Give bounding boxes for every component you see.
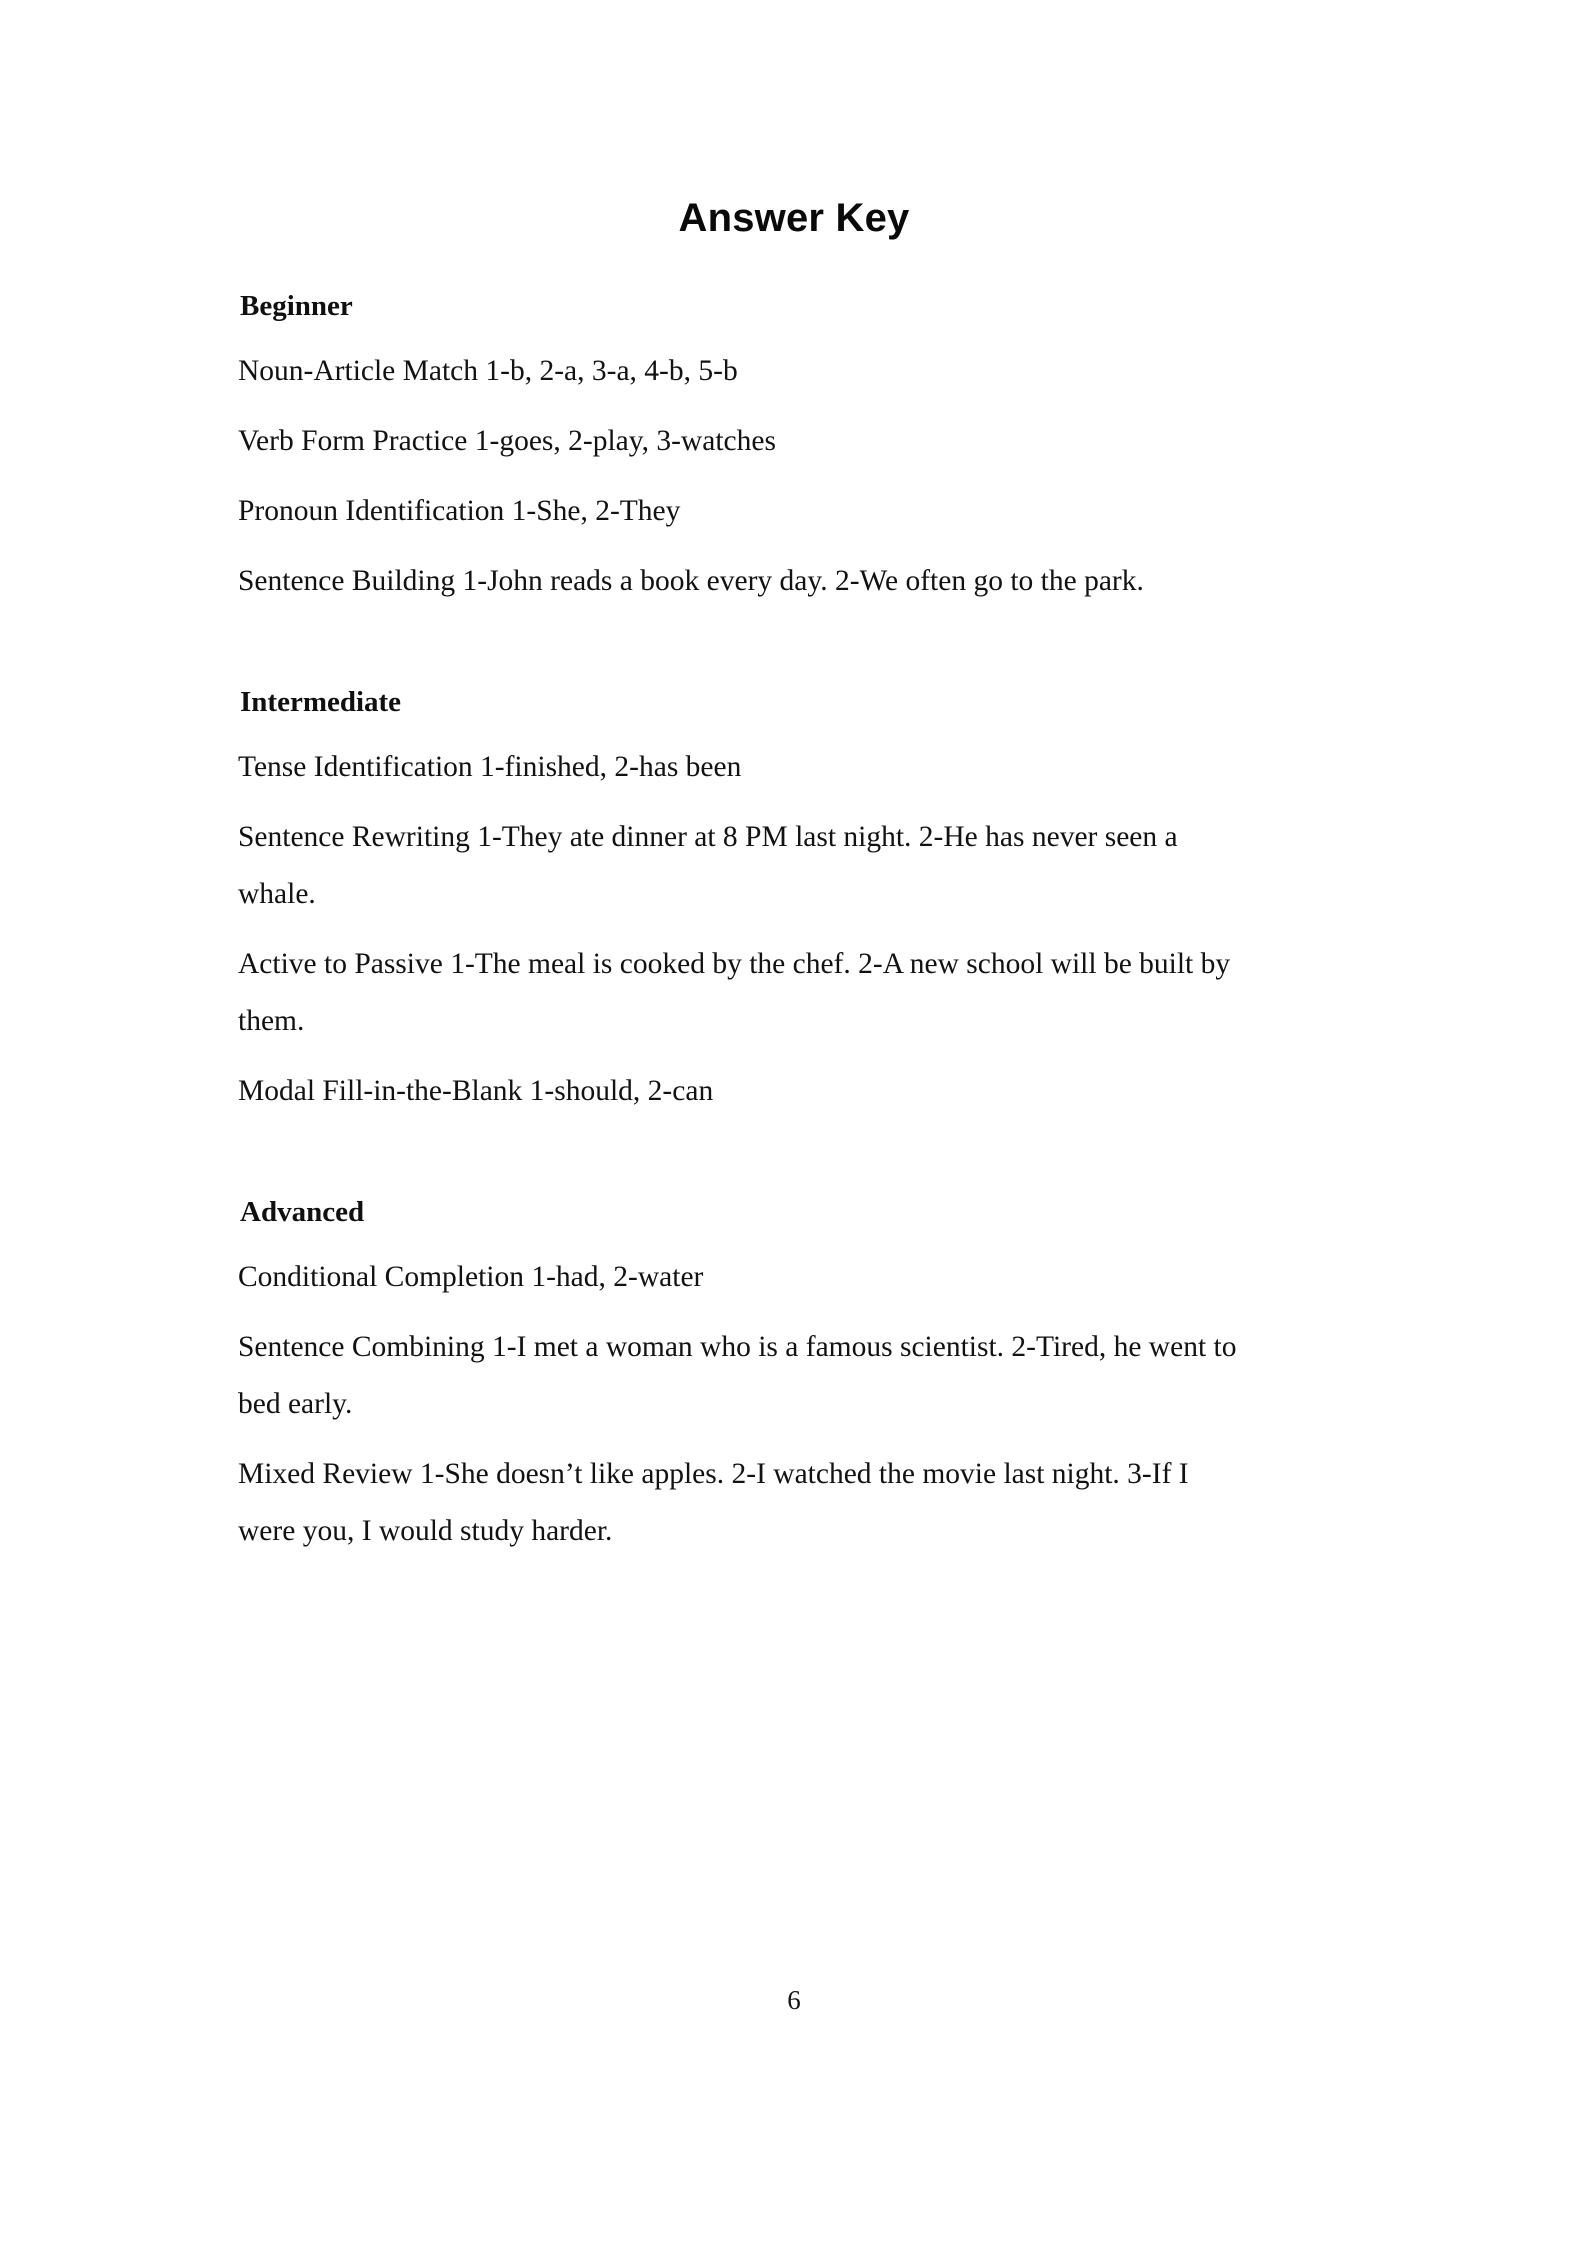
section-advanced (238, 1198, 1238, 1560)
answer-line: Pronoun Identification 1-She, 2-They (238, 495, 681, 527)
answer-key-body (238, 292, 1238, 1560)
answer-line: Sentence Building 1-John reads a book every day. 2-We often go to the park. (238, 565, 1144, 597)
answer-line: Active to Passive 1-The meal is cooked by the chef. 2-A new school will be built by them. (238, 948, 1231, 1037)
answer-line: Tense Identification 1-finished, 2-has been (238, 751, 742, 783)
page-number: 6 (787, 1985, 801, 2015)
answer-line: Sentence Combining 1-I met a woman who is a famous scientist. 2-Tired, he went to bed early. (238, 1331, 1237, 1420)
answer-line: Sentence Rewriting 1-They ate dinner at 8 PM last night. 2-He has never seen a whale. (238, 821, 1178, 910)
answer-line: Modal Fill-in-the-Blank 1-should, 2-can (238, 1075, 714, 1107)
section-heading-advanced: Advanced (240, 1196, 365, 1228)
section-heading-intermediate: Intermediate (240, 686, 402, 718)
answer-line: Verb Form Practice 1-goes, 2-play, 3-watches (238, 425, 776, 457)
answer-line: Noun-Article Match 1-b, 2-a, 3-a, 4-b, 5-b (238, 355, 738, 387)
section-intermediate (238, 688, 1238, 1120)
answer-line: Conditional Completion 1-had, 2-water (238, 1261, 704, 1293)
section-heading-beginner: Beginner (240, 290, 353, 322)
page-title: Answer Key (678, 196, 910, 240)
answer-line: Mixed Review 1-She doesn’t like apples. 2-I watched the movie last night. 3-If I were you, I would study harder. (238, 1458, 1189, 1547)
section-beginner (238, 292, 1238, 610)
